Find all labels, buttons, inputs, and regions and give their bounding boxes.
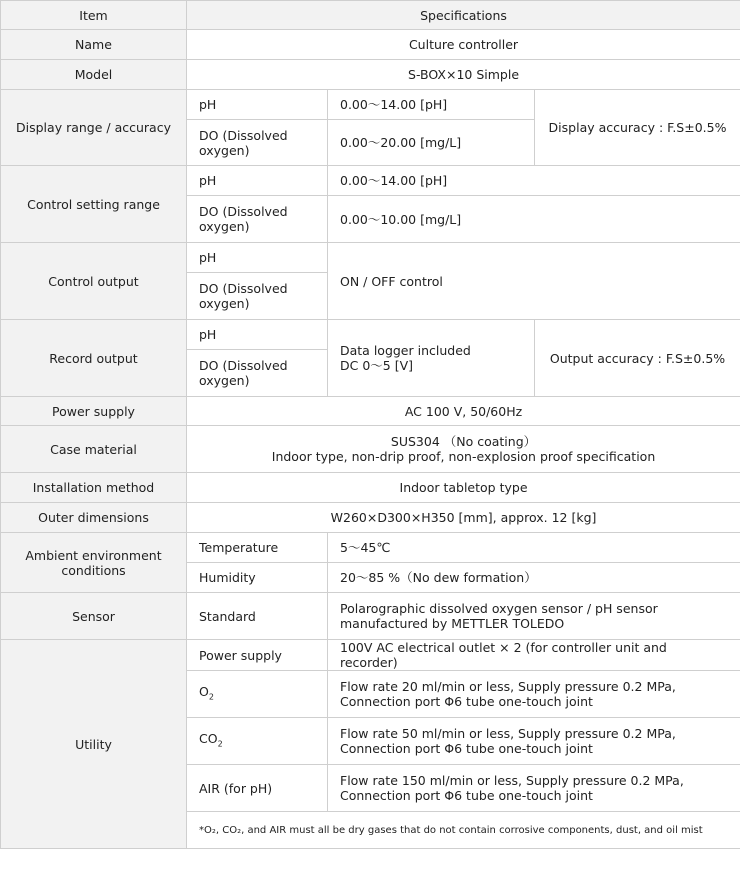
table-row (1, 426, 740, 473)
control-output-label: Control output (1, 243, 187, 320)
utility-air-line1: Flow rate 150 ml/min or less, Supply pressure 0.2 MPa, (340, 773, 684, 788)
record-output-do-label: DO (Dissolved oxygen) (187, 350, 328, 397)
sensor-line1: Polarographic dissolved oxygen sensor / pH sensor (340, 601, 658, 616)
ambient-temp-value: 5～45℃ (328, 533, 740, 563)
utility-co2-sub: 2 (217, 739, 223, 749)
case-line2: Indoor type, non-drip proof, non-explosion proof specification (271, 449, 656, 464)
control-range-do-label: DO (Dissolved oxygen) (187, 196, 328, 243)
table-row (1, 320, 740, 350)
name-label: Name (1, 30, 187, 60)
display-ph-value: 0.00～14.00 [pH] (328, 90, 535, 120)
display-ph-label: pH (187, 90, 328, 120)
utility-air-label: AIR (for pH) (187, 765, 328, 812)
sensor-value (328, 593, 740, 640)
table-row (1, 60, 740, 90)
record-output-ph-label: pH (187, 320, 328, 350)
table-row (1, 593, 740, 640)
record-output-accuracy: Output accuracy : F.S±0.5% (535, 320, 740, 397)
record-output-label: Record output (1, 320, 187, 397)
utility-o2-line1: Flow rate 20 ml/min or less, Supply pressure 0.2 MPa, (340, 679, 676, 694)
power-label: Power supply (1, 397, 187, 426)
utility-o2-line2: Connection port Φ6 tube one-touch joint (340, 694, 593, 709)
utility-o2-value (328, 671, 740, 718)
table-row (1, 243, 740, 273)
utility-co2-base: CO (199, 730, 218, 746)
sensor-sub-label: Standard (187, 593, 328, 640)
table-row (1, 503, 740, 533)
ambient-temp-label: Temperature (187, 533, 328, 563)
control-output-ph-label: pH (187, 243, 328, 273)
name-value: Culture controller (187, 30, 740, 60)
model-label: Model (1, 60, 187, 90)
utility-o2-label (187, 671, 328, 718)
utility-co2-line1: Flow rate 50 ml/min or less, Supply pressure 0.2 MPa, (340, 726, 676, 741)
record-output-value (328, 320, 535, 397)
dimensions-value: W260×D300×H350 [mm], approx. 12 [kg] (187, 503, 740, 533)
ambient-hum-value: 20～85 %（No dew formation） (328, 563, 740, 593)
utility-co2-value (328, 718, 740, 765)
control-output-value: ON / OFF control (328, 243, 740, 320)
display-label: Display range / accuracy (1, 90, 187, 166)
utility-power-label: Power supply (187, 640, 328, 671)
table-row (1, 473, 740, 503)
display-accuracy: Display accuracy : F.S±0.5% (535, 90, 740, 166)
utility-o2-base: O (199, 683, 209, 699)
utility-power-value: 100V AC electrical outlet × 2 (for controller unit and recorder) (328, 640, 740, 671)
table-row (1, 640, 740, 671)
installation-value: Indoor tabletop type (187, 473, 740, 503)
table-row (1, 90, 740, 120)
case-line1: SUS304 （No coating） (390, 434, 537, 449)
table-header-row (1, 1, 740, 30)
model-value: S-BOX×10 Simple (187, 60, 740, 90)
record-output-value-line2: DC 0～5 [V] (340, 358, 414, 373)
ambient-label: Ambient environment conditions (1, 533, 187, 593)
display-do-label: DO (Dissolved oxygen) (187, 120, 328, 166)
control-range-do-value: 0.00～10.00 [mg/L] (328, 196, 740, 243)
utility-co2-label (187, 718, 328, 765)
utility-air-value (328, 765, 740, 812)
control-range-ph-label: pH (187, 166, 328, 196)
table-row (1, 533, 740, 563)
display-do-value: 0.00～20.00 [mg/L] (328, 120, 535, 166)
case-value (187, 426, 740, 473)
table-row (1, 397, 740, 426)
utility-label: Utility (1, 640, 187, 849)
case-label: Case material (1, 426, 187, 473)
utility-o2-sub: 2 (208, 692, 214, 702)
ambient-hum-label: Humidity (187, 563, 328, 593)
table-row (1, 166, 740, 196)
dimensions-label: Outer dimensions (1, 503, 187, 533)
sensor-line2: manufactured by METTLER TOLEDO (340, 616, 565, 631)
control-range-ph-value: 0.00～14.00 [pH] (328, 166, 740, 196)
sensor-label: Sensor (1, 593, 187, 640)
control-output-do-label: DO (Dissolved oxygen) (187, 273, 328, 320)
record-output-value-line1: Data logger included (340, 343, 471, 358)
power-value: AC 100 V, 50/60Hz (187, 397, 740, 426)
header-item: Item (1, 1, 187, 30)
installation-label: Installation method (1, 473, 187, 503)
utility-air-line2: Connection port Φ6 tube one-touch joint (340, 788, 593, 803)
header-spec: Specifications (187, 1, 740, 30)
table-row (1, 30, 740, 60)
control-range-label: Control setting range (1, 166, 187, 243)
utility-co2-line2: Connection port Φ6 tube one-touch joint (340, 741, 593, 756)
utility-note: *O₂, CO₂, and AIR must all be dry gases that do not contain corrosive components, dust, and oil mist (187, 812, 740, 849)
